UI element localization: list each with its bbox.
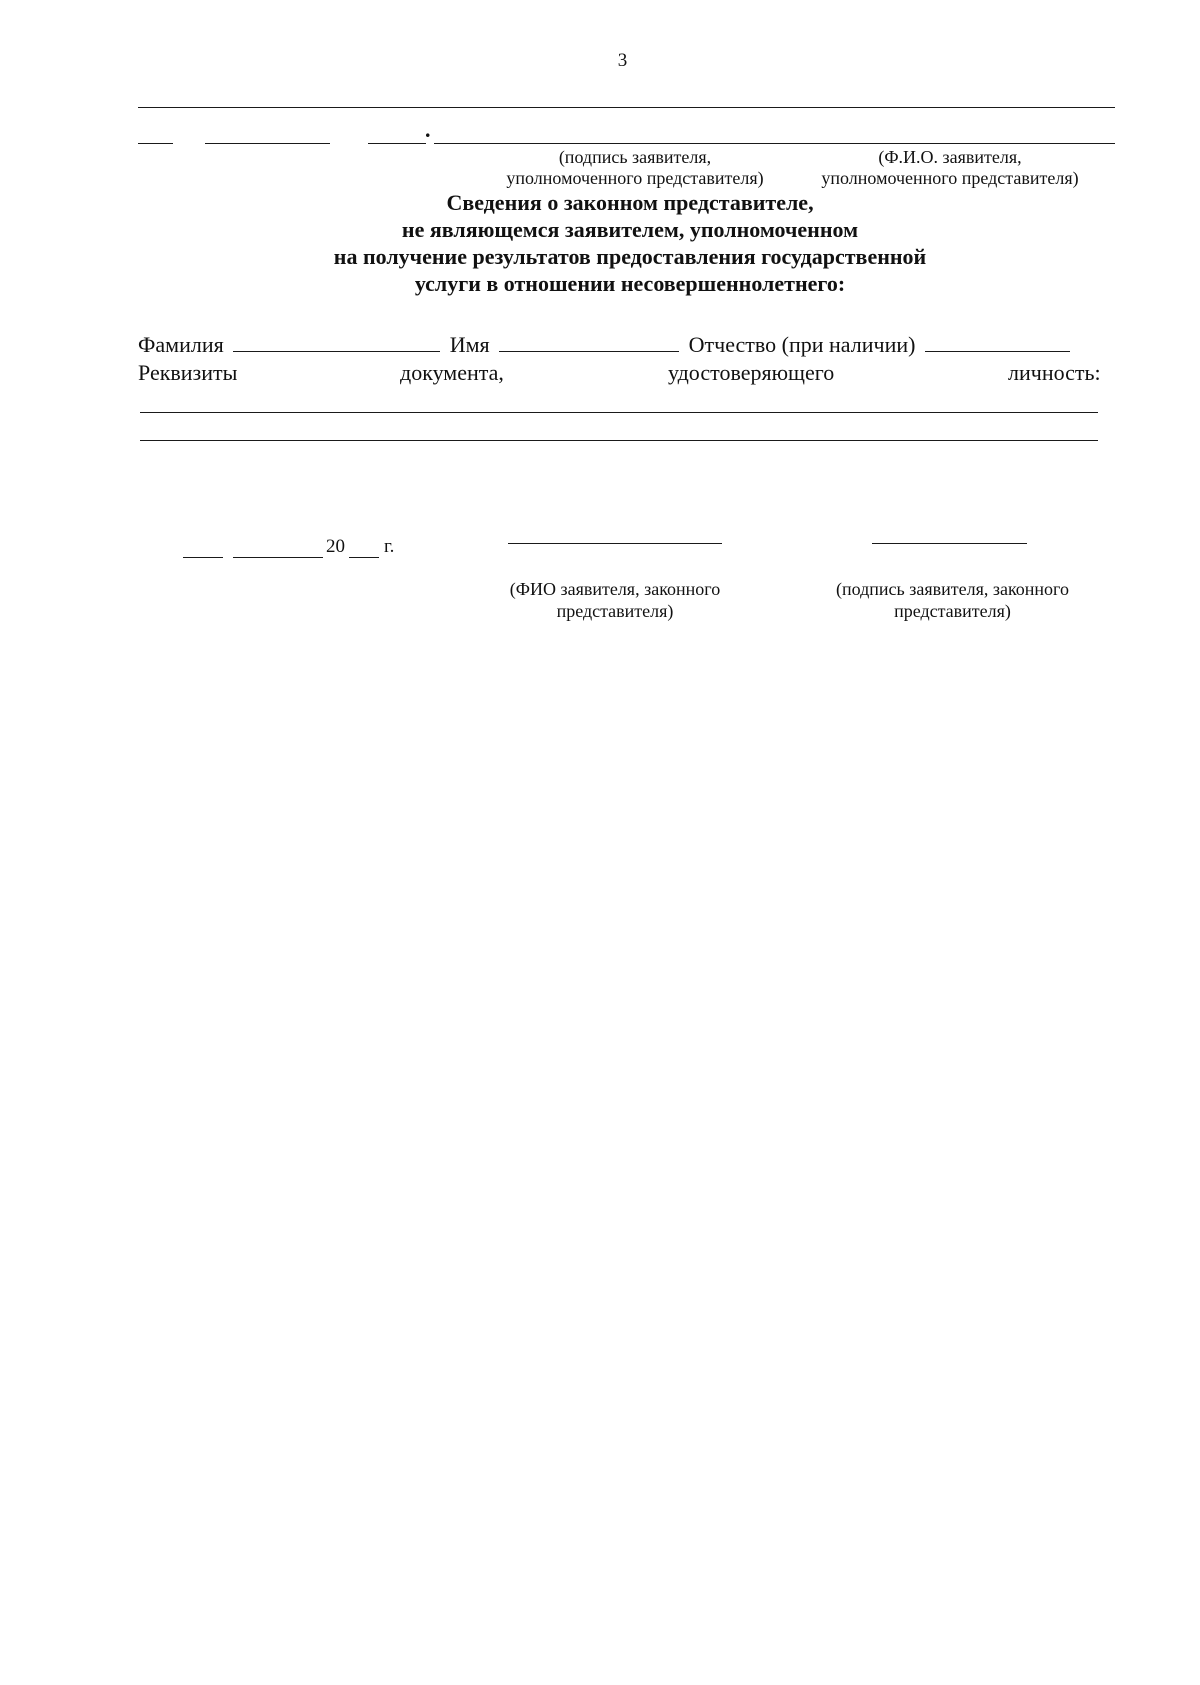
section-heading-line1: Сведения о законном представителе, (446, 190, 814, 215)
signature-bottom-blank-line[interactable] (872, 543, 1027, 544)
fio-caption-bottom (465, 578, 765, 622)
document-label-word2: документа, (400, 360, 504, 385)
signature-caption-top-line2: уполномоченного представителя) (506, 168, 764, 188)
year-prefix: 20 (326, 536, 345, 557)
patronymic-input-line[interactable] (925, 333, 1070, 352)
name-caption-top (795, 147, 1105, 189)
year-suffix: г. (384, 536, 395, 557)
page-number: 3 (617, 50, 628, 71)
document-details-line-2[interactable] (140, 440, 1098, 441)
name-caption-top-line2: уполномоченного представителя) (821, 168, 1079, 188)
section-heading-line4: услуги в отношении несовершеннолетнего: (414, 271, 846, 296)
signature-caption-top-line1: (подпись заявителя, (558, 147, 712, 167)
fio-caption-bottom-line1: (ФИО заявителя, законного (509, 579, 721, 599)
bottom-day-blank-line[interactable] (183, 557, 223, 558)
first-name-label: Имя (449, 332, 490, 357)
first-name-input-line[interactable] (499, 333, 679, 352)
surname-input-line[interactable] (233, 333, 440, 352)
section-heading (0, 189, 1200, 297)
signature-blank-line[interactable] (368, 143, 426, 144)
name-caption-top-line1: (Ф.И.О. заявителя, (878, 147, 1022, 167)
section-heading-line3: на получение результатов предоставления государственной (333, 244, 927, 269)
fio-caption-bottom-line2: представителя) (556, 601, 674, 621)
document-label-word1: Реквизиты (138, 360, 238, 385)
signature-caption-bottom (800, 578, 1105, 622)
signature-caption-bottom-line1: (подпись заявителя, законного (836, 579, 1069, 599)
month-blank-line[interactable] (205, 143, 330, 144)
applicant-name-blank-line[interactable] (434, 143, 1115, 144)
bottom-month-blank-line[interactable] (233, 557, 323, 558)
patronymic-label: Отчество (при наличии) (688, 332, 916, 357)
signature-caption-top (485, 147, 785, 189)
document-details-line-1[interactable] (140, 412, 1098, 413)
day-blank-line[interactable] (138, 143, 173, 144)
name-fields-row (138, 332, 1070, 358)
document-label-word3: удостоверяющего (668, 360, 835, 385)
top-rule-line (138, 107, 1115, 108)
fio-blank-line[interactable] (508, 543, 722, 544)
section-heading-line2: не являющемся заявителем, уполномоченном (401, 217, 859, 242)
signature-caption-bottom-line2: представителя) (894, 601, 1011, 621)
date-dot: . (425, 117, 431, 142)
document-label-word4: личность: (1008, 360, 1101, 385)
year-blank-line[interactable] (349, 557, 379, 558)
surname-label: Фамилия (138, 332, 224, 357)
